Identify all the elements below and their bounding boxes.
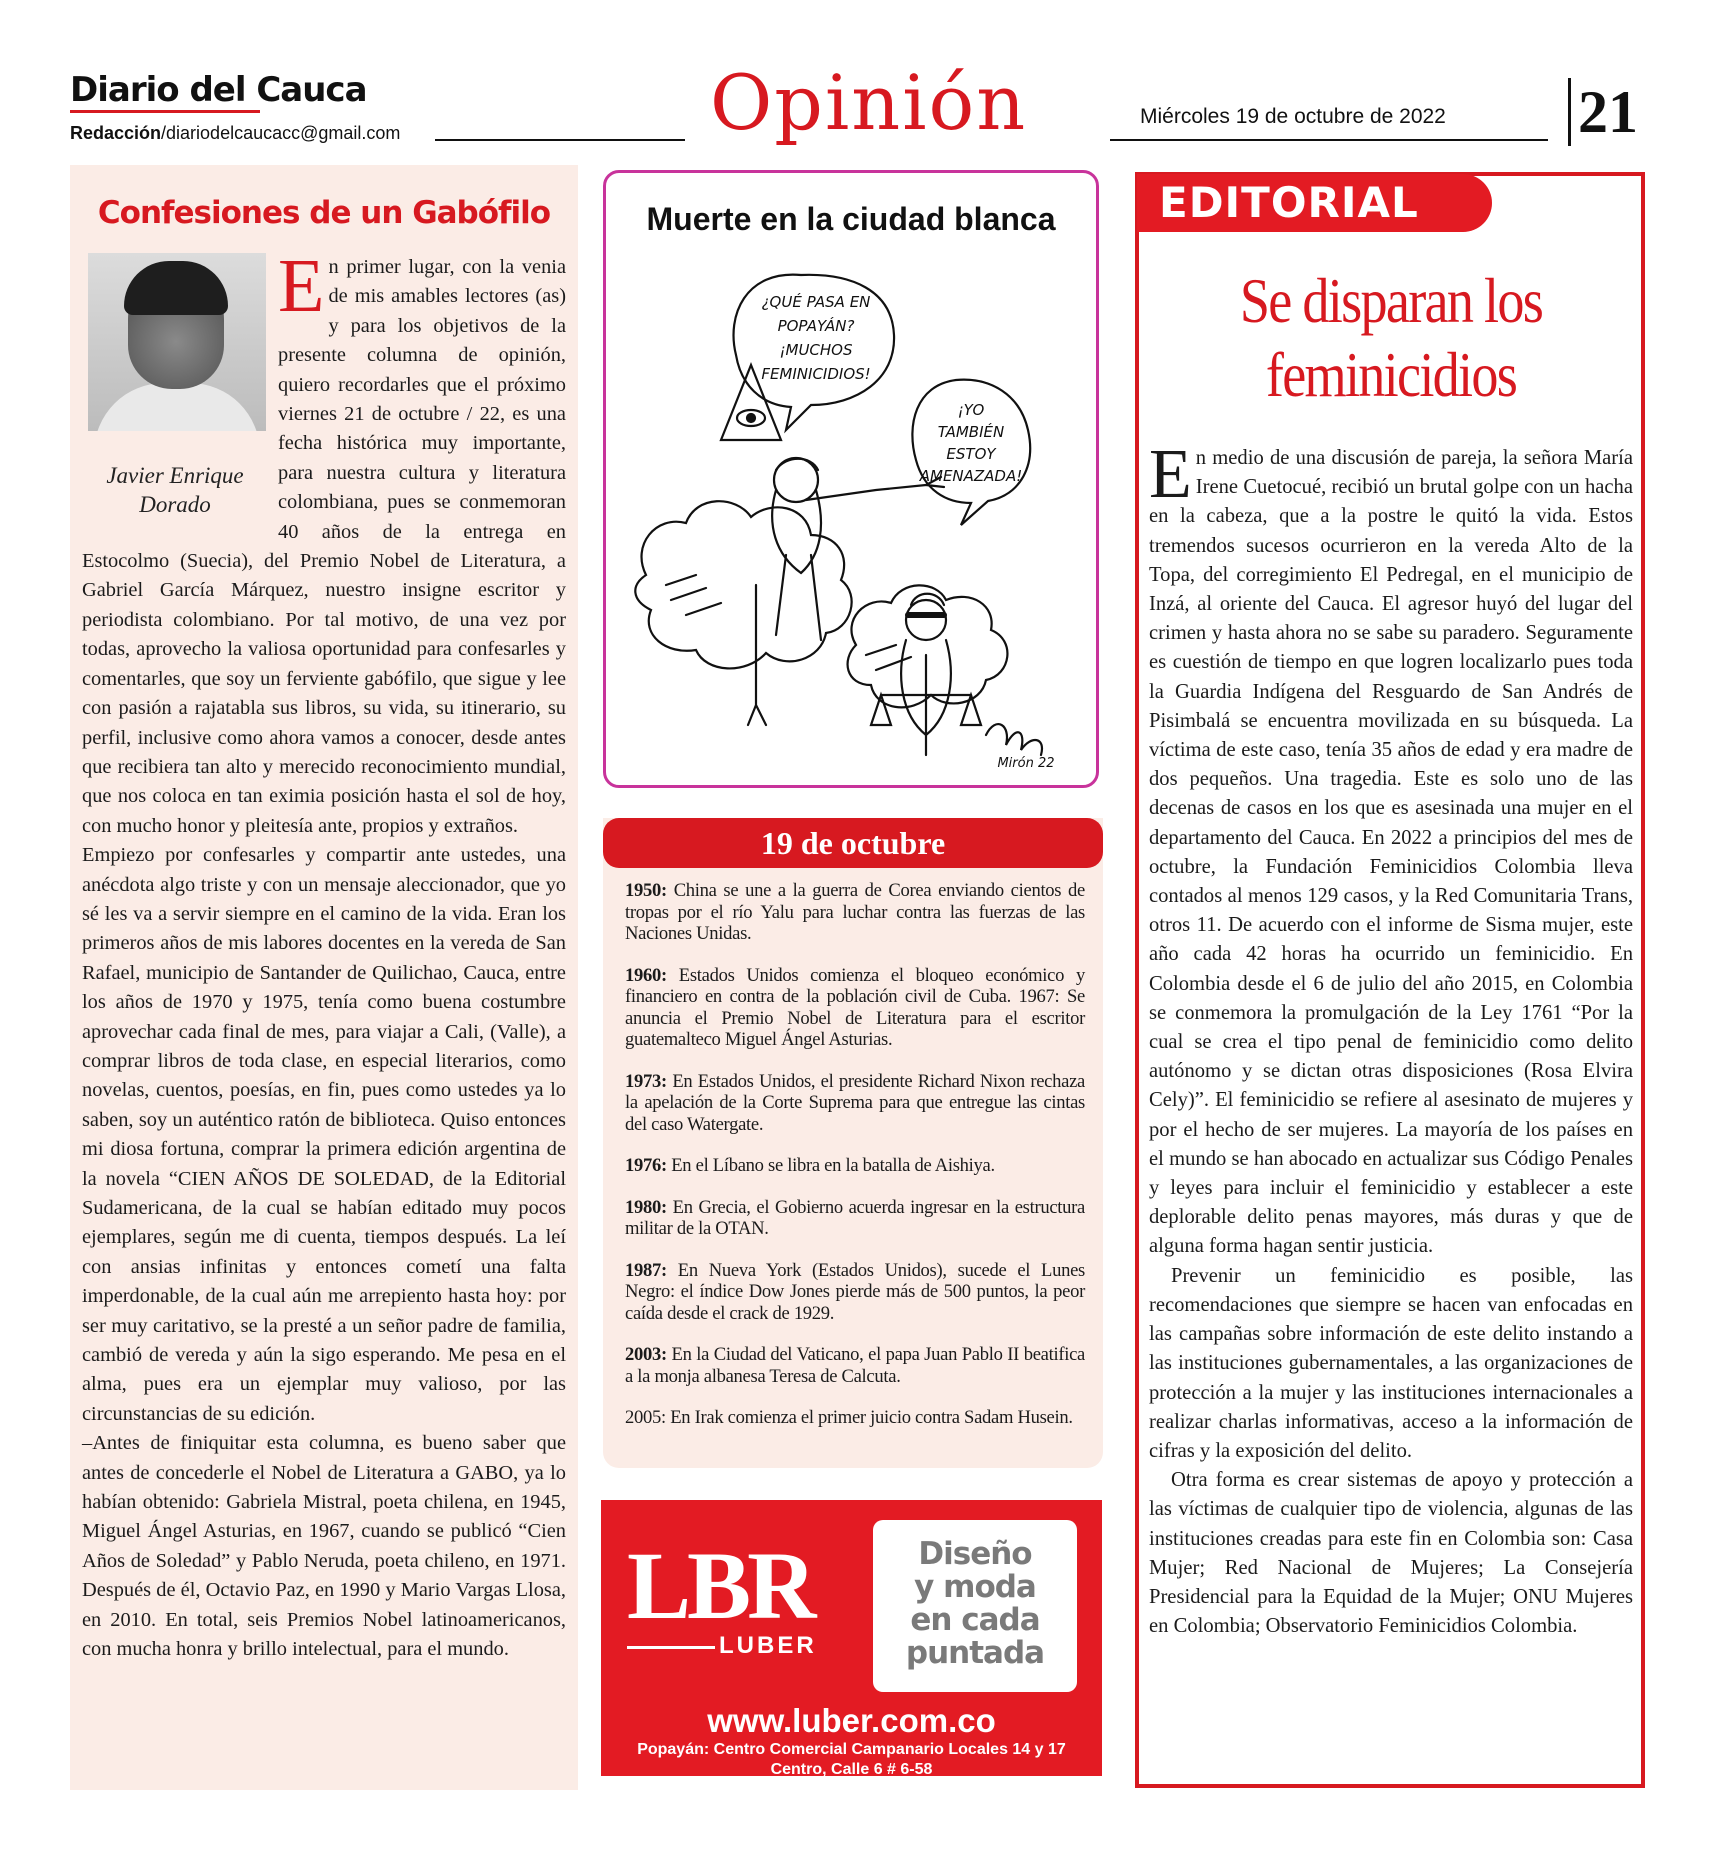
efemeride-item	[625, 1407, 1085, 1429]
cartoon-title: Muerte en la ciudad blanca	[646, 201, 1056, 237]
redaccion-email: /diariodelcaucacc@gmail.com	[161, 123, 401, 143]
redaccion-line	[70, 123, 400, 144]
efemeride-year: 2003:	[625, 1344, 667, 1365]
efemeride-text: Estados Unidos comienza el bloqueo económico y financiero en contra de la población civil de Cuba. 1967: Se anuncia el Premio Nobel de Literatura para el escritor guatemalteco Miguel Ángel Asturias.	[625, 964, 1085, 1050]
brand-underline	[70, 110, 260, 113]
editorial-title-line: feminicidios	[1265, 340, 1517, 410]
column-paragraph: Empiezo por confesarles y compartir ante ustedes, una anécdota algo triste y con un mensaje aleccionador, que yo sé les va a servir siempre en el camino de la vida. Eran los primeros años de mis labores docentes en la vereda de San Rafael, municipio de Santander de Quilichao, Cauca, entre los años de 1970 y 1975, tenía como buena costumbre aprovechar cada final de mes, para viajar a Cali, (Valle), a comprar libros de toda clase, en especial literarios, como novelas, cuentos, poesías, en fin, pues como ustedes ya lo saben, soy un auténtico ratón de biblioteca. Quiso entonces mi diosa fortuna, comprar la primera edición argentina de la novela “CIEN AÑOS DE SOLEDAD, de la Editorial Sudamericana, de la cual se habían editado muy pocos ejemplares, según me di cuenta, tiempos después. La leí con ansias infinitas y entonces cometí una falta imperdonable, de la cual aún me arrepiento hasta hoy: por ser muy caritativo, se la presté a un señor padre de familia, cambió de vereda y aún la sigo esperando. Me pesa en el alma, pues era un ejemplar muy valioso, por las circunstancias de su edición.	[82, 844, 566, 1425]
issue-date: Miércoles 19 de octubre de 2022	[1140, 105, 1446, 128]
efemeride-text: En el Líbano se libra en la batalla de Aishiya.	[666, 1155, 995, 1176]
efemeride-year: 1950:	[625, 880, 667, 901]
opinion-column	[70, 165, 578, 1790]
efemeride-text: En la Ciudad del Vaticano, el papa Juan Pablo II beatifica a la monja albanesa Teresa de Calcuta.	[625, 1344, 1085, 1387]
efemeride-item	[625, 880, 1085, 945]
efemeride-text: En Nueva York (Estados Unidos), sucede el Lunes Negro: el índice Dow Jones pierde más de 500 puntos, la peor caída desde el crack de 1929.	[625, 1259, 1085, 1324]
bubble-line: AMENAZADA!	[919, 467, 1023, 485]
efemeride-text: En Grecia, el Gobierno acuerda ingresar en la estructura militar de la OTAN.	[625, 1196, 1085, 1239]
bubble-line: ¡MUCHOS	[779, 341, 853, 359]
ad-address-line: Centro, Calle 6 # 6-58	[770, 1761, 933, 1778]
redaccion-label: Redacción	[70, 123, 162, 143]
efemeride-text: En Estados Unidos, el presidente Richard Nixon rechaza la apelación de la Corte Suprema para que entregue las cintas del caso Watergate.	[625, 1070, 1085, 1135]
newspaper-brand: Diario del Cauca	[70, 70, 367, 110]
column-dropcap: E	[278, 244, 325, 328]
efemeride-item	[625, 1071, 1085, 1136]
efemeride-year: 1987:	[625, 1259, 667, 1281]
editorial-dropcap: E	[1149, 436, 1192, 513]
efemeride-item	[625, 1344, 1085, 1387]
bubble-line: TAMBIÉN	[937, 423, 1005, 441]
ad-logo: LBR	[627, 1532, 813, 1639]
efemeride-year: 1980:	[625, 1196, 667, 1218]
column-title: Confesiones de un Gabófilo	[97, 195, 551, 231]
ad-slogan-line: y moda	[914, 1569, 1036, 1605]
cartoon-signature: Mirón 22	[997, 756, 1055, 771]
editorial-title	[1183, 264, 1599, 412]
editorial-paragraph: En medio de una discusión de pareja, la señora María Irene Cuetocué, recibió un brutal golpe con un hacha en la cabeza, que a la postre le quitó la vida. Estos tremendos sucesos ocurrieron en la vereda Alto de la Topa, del corregimiento El Pedregal, en el municipio de Inzá, al oriente del Cauca. El agresor huyó del lugar del crimen y hasta ahora no se sabe su paradero. Seguramente es cuestión de tiempo en que logren localizarlo pues toda la Guardia Indígena del Resguardo de San Andrés de Pisimbalá se encuentra movilizada en su búsqueda. La víctima de este caso, tenía 35 años de edad y era madre de dos pequeños. Una tragedia. Este es solo uno de las decenas de casos en los que es asesinada una mujer en el departamento del Cauca. En 2022 a principios del mes de octubre, la Fundación Feminicidios Colombia lleva contados al menos 129 casos, y la Red Comunitaria Trans, otros 11. De acuerdo con el informe de Sisma mujer, este año cada 42 horas ha ocurrido un feminicidio. En Colombia desde el 6 de julio del año 2015, en Colombia se conmemora la promulgación de la Ley 1761 “Por la cual se crea el tipo penal de feminicidio como delito autónomo y se dictan otras disposiciones (Rosa Elvira Cely)”. El feminicidio se refiere al asesinato de mujeres y por el hecho de ser mujeres. La mayoría de los países en el mundo se han abocado en actualizar sus Código Penales y leyes para incluir el feminicidio y establecer a este deplorable delito penas mayores, más duras y que de alguna forma hagan sentir justicia.	[1149, 436, 1633, 1258]
ad-address	[601, 1740, 1102, 1780]
header-rule-left	[435, 139, 685, 141]
bubble-line: FEMINICIDIOS!	[761, 365, 871, 383]
editorial-tab: EDITORIAL	[1137, 174, 1492, 232]
page-number: 21	[1578, 79, 1638, 145]
bubble-line: ¿QUÉ PASA EN	[761, 293, 871, 311]
efemeride-year: 1976:	[625, 1155, 667, 1176]
header-rule-right	[1110, 139, 1548, 141]
ad-address-line: Popayán: Centro Comercial Campanario Locales 14 y 17	[637, 1741, 1066, 1758]
efemeride-item	[625, 1260, 1085, 1325]
efemeride-year: 1960:	[625, 964, 667, 986]
editorial-body	[1149, 436, 1633, 1641]
editorial-paragraph: Prevenir un feminicidio es posible, las recomendaciones que siempre se hacen van enfocadas en las campañas sobre información de este delito instando a las instituciones gubernamentales, a las organizaciones de protección a la mujer y las instituciones internacionales a realizar charlas informativas, acceso a la información de cifras y la exposición del delito.	[1149, 1264, 1633, 1462]
efemerides-title: 19 de octubre	[603, 818, 1103, 868]
efemeride-item	[625, 1197, 1085, 1240]
cartoon-drawing	[626, 255, 1082, 775]
efemeride-text: 2005: En Irak comienza el primer juicio contra Sadam Husein.	[625, 1407, 1073, 1428]
ad-slogan	[873, 1520, 1077, 1692]
ad-logo-sub: LUBER	[719, 1632, 817, 1659]
ad-logo-rule	[627, 1646, 715, 1649]
bubble-line: ESTOY	[946, 445, 996, 463]
header-divider	[1568, 78, 1571, 146]
luber-ad[interactable]	[601, 1500, 1102, 1776]
editorial-title-line: Se disparan los	[1239, 266, 1543, 336]
ad-url-link[interactable]: www.luber.com.co	[707, 1702, 996, 1739]
bubble-line: ¡YO	[957, 401, 985, 419]
editorial-paragraph: Otra forma es crear sistemas de apoyo y protección a las víctimas de cualquier tipo de violencia, algunas de las instituciones creadas para este fin en Colombia son: Casa Mujer; Red Nacional de Mujeres; La Consejería Presidencial para la Equidad de la Mujer; ONU Mujeres en Colombia; Observatorio Feminicidios Colombia.	[1149, 1469, 1633, 1638]
author-name: Javier Enrique Dorado	[106, 463, 244, 517]
efemerides-panel	[603, 818, 1103, 1468]
efemeride-text: China se une a la guerra de Corea enviando cientos de tropas por el río Yalu para luchar contra las fuerzas de las Naciones Unidas.	[625, 880, 1085, 944]
ad-slogan-line: en cada	[910, 1602, 1040, 1638]
efemerides-list	[625, 880, 1085, 1449]
author-photo	[88, 253, 266, 431]
column-paragraph: –Antes de finiquitar esta columna, es bueno saber que antes de concederle el Nobel de Literatura a GABO, ya lo habían obtenido: Gabriela Mistral, poeta chilena, en 1945, Miguel Ángel Asturias, en 1967, cuando se publicó “Cien Años de Soledad” y Pablo Neruda, poeta chileno, en 1971. Después de él, Octavio Paz, en 1990 y Mario Vargas Llosa, en 2010. En total, seis Premios Nobel latinoamericanos, con mucha honra y brillo intelectual, para el mundo.	[82, 1432, 566, 1661]
ad-slogan-line: Diseño	[918, 1536, 1032, 1572]
efemeride-year: 1973:	[625, 1070, 667, 1092]
efemeride-item	[625, 965, 1085, 1051]
editorial-panel	[1135, 172, 1645, 1788]
author-box	[82, 253, 268, 519]
cartoon-panel	[603, 170, 1099, 788]
section-title: Opinión	[710, 58, 1028, 147]
bubble-line: POPAYÁN?	[777, 317, 855, 335]
ad-slogan-line: puntada	[905, 1635, 1045, 1671]
column-paragraph: n primer lugar, con la venia de mis amables lectores (as) y para los objetivos de la presente columna de opinión, quiero recordarles que el próximo viernes 21 de octubre / 22, es una fecha histórica muy importante, para nuestra cultura y literatura colombiana, pues se conmemoran 40 años de la entrega en Estocolmo (Suecia), del Premio Nobel de Literatura, a Gabriel García Márquez, nuestro insigne escritor y periodista colombiano. Por tal motivo, de una vez por todas, aprovecho la valiosa oportunidad para confesarles y comentarles, que soy un ferviente gabófilo, que sigue y lee con pasión a rajatabla sus libros, su vida, su itinerario, su perfil, inclusive como ahora vamos a conocer, desde antes que recibiera tan alto y merecido reconocimiento mundial, que nos coloca en tan eximia posición hasta el sol de hoy, con mucho honor y pleitesía ante, propios y extraños.	[82, 256, 566, 837]
efemeride-item	[625, 1155, 1085, 1177]
